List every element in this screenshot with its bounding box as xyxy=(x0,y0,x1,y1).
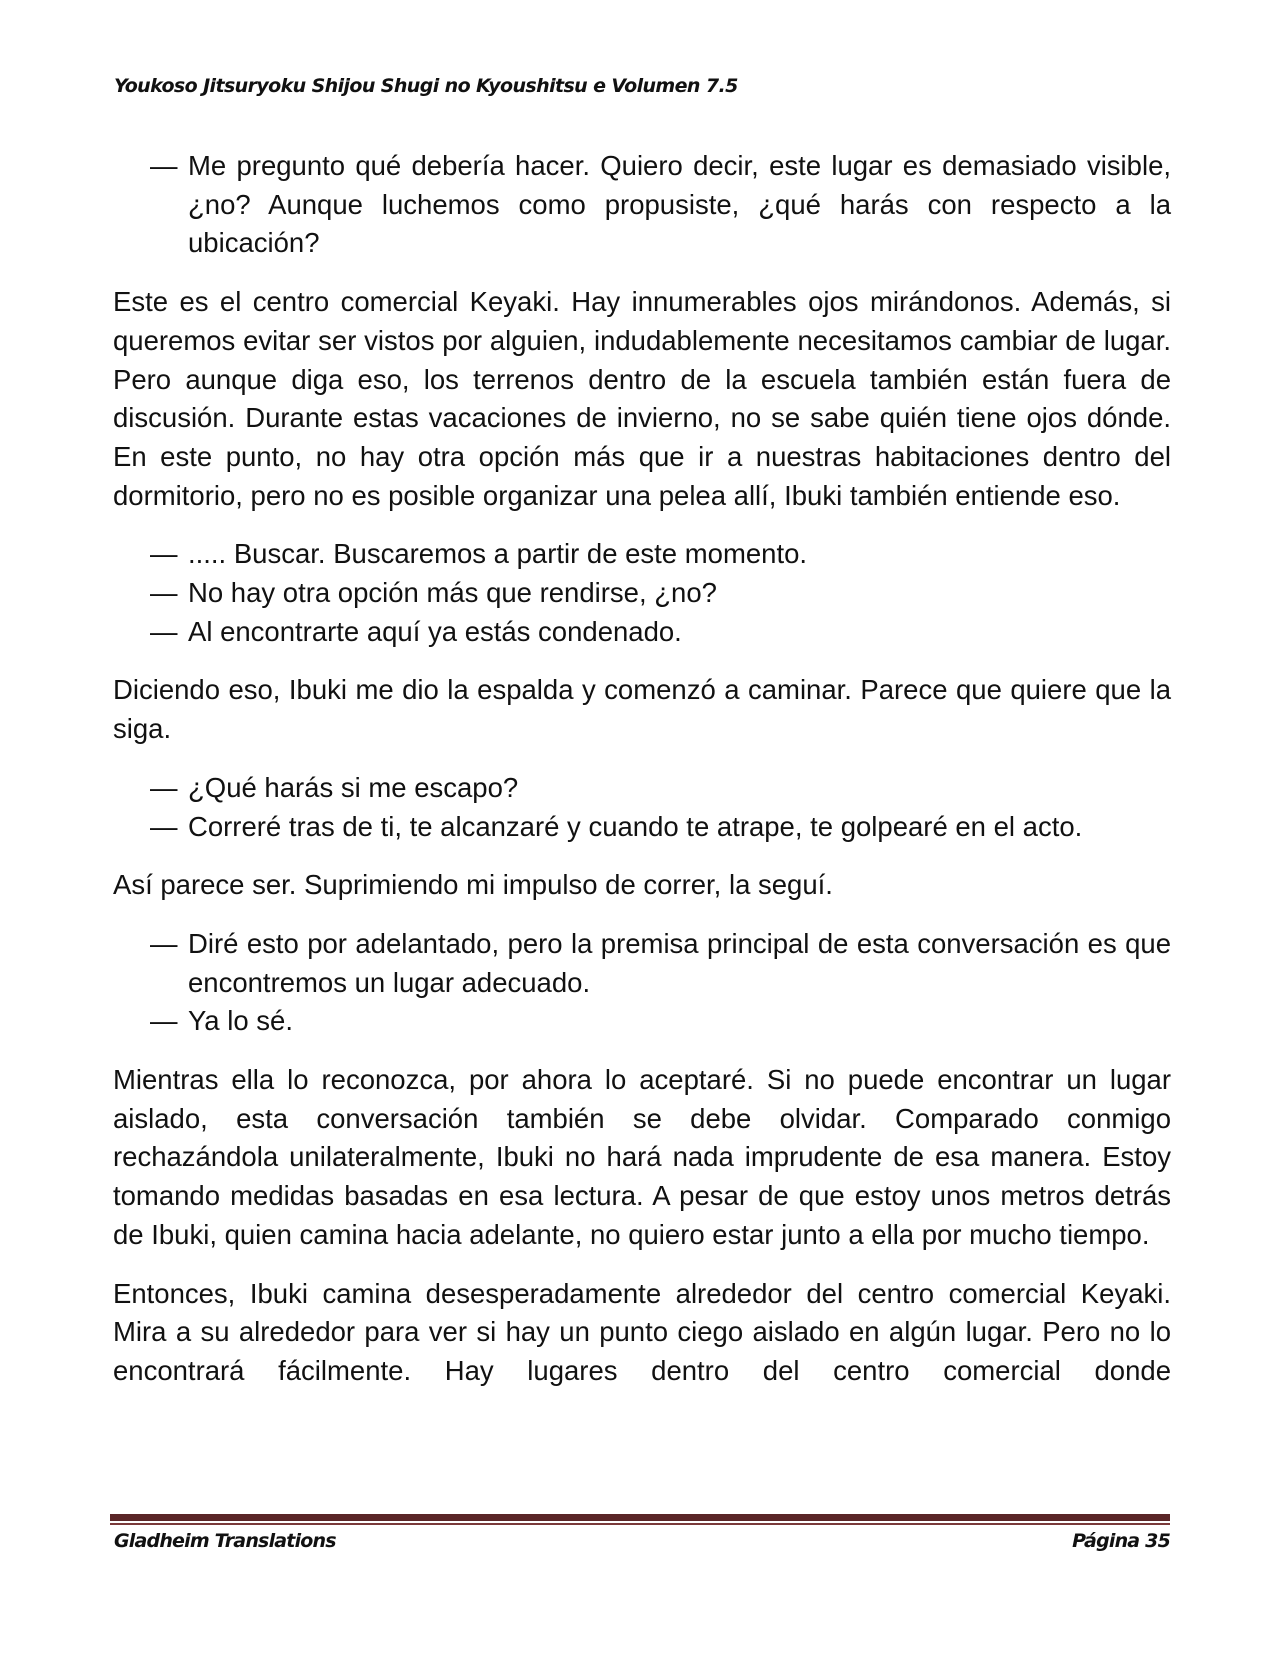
paragraph-2: Diciendo eso, Ibuki me dio la espalda y comenzó a caminar. Parece que quiere que la siga. xyxy=(113,674,1171,745)
paragraph-4: Mientras ella lo reconozca, por ahora lo aceptaré. Si no puede encontrar un lugar aislado, esta conversación también se debe olvidar. Comparado conmigo rechazándola unilateralmente, Ibuki no hará nada imprudente de esa manera. Estoy tomando medidas basadas en esa lectura. A pesar de que estoy unos metros detrás de Ibuki, quien camina hacia adelante, no quiero estar junto a ella por mucho tiempo. xyxy=(113,1064,1171,1250)
paragraph-3: Así parece ser. Suprimiendo mi impulso de correr, la seguí. xyxy=(113,869,833,901)
footer-rule xyxy=(110,1514,1170,1525)
dialogue-block-3 xyxy=(113,769,1171,846)
footer-rule-thin xyxy=(110,1523,1170,1525)
dialogue-line xyxy=(113,808,1171,847)
dialogue-line xyxy=(113,147,1171,263)
dialogue-dash: — xyxy=(150,538,178,570)
dialogue-dash: — xyxy=(150,615,178,647)
footer-credit: Gladheim Translations xyxy=(114,1530,336,1552)
dialogue-text: Al encontrarte aquí ya estás condenado. xyxy=(188,615,682,647)
dialogue-dash: — xyxy=(150,771,178,803)
dialogue-dash: — xyxy=(150,810,178,842)
dialogue-dash: — xyxy=(150,1005,178,1037)
dialogue-text: Diré esto por adelantado, pero la premisa principal de esta conversación es que encontremos un lugar adecuado. xyxy=(188,927,1171,998)
running-header: Youkoso Jitsuryoku Shijou Shugi no Kyoushitsu e Volumen 7.5 xyxy=(114,75,738,97)
dialogue-text: No hay otra opción más que rendirse, ¿no? xyxy=(188,577,717,609)
dialogue-dash: — xyxy=(150,150,178,181)
body-text xyxy=(113,147,1171,1411)
dialogue-text: Me pregunto qué debería hacer. Quiero decir, este lugar es demasiado visible, ¿no? Aunque luchemos como propusiste, ¿qué harás con respecto a la ubicación? xyxy=(188,150,1171,259)
dialogue-text: ¿Qué harás si me escapo? xyxy=(188,771,519,803)
paragraph-1: Este es el centro comercial Keyaki. Hay innumerables ojos mirándonos. Además, si queremos evitar ser vistos por alguien, indudablemente necesitamos cambiar de lugar. Pero aunque diga eso, los terrenos dentro de la escuela también están fuera de discusión. Durante estas vacaciones de invierno, no se sabe quién tiene ojos dónde. En este punto, no hay otra opción más que ir a nuestras habitaciones dentro del dormitorio, pero no es posible organizar una pelea allí, Ibuki también entiende eso. xyxy=(113,286,1171,511)
dialogue-line xyxy=(113,925,1171,1002)
page-number: Página 35 xyxy=(1072,1530,1170,1552)
paragraph-5: Entonces, Ibuki camina desesperadamente alrededor del centro comercial Keyaki. Mira a su alrededor para ver si hay un punto ciego aislado en algún lugar. Pero no lo encontrará fácilmente. Hay lugares dentro del centro comercial donde xyxy=(113,1277,1171,1386)
dialogue-text: Ya lo sé. xyxy=(188,1005,293,1037)
dialogue-block-1 xyxy=(113,147,1171,263)
dialogue-line xyxy=(113,613,1171,652)
dialogue-line xyxy=(113,535,1171,574)
dialogue-dash: — xyxy=(150,577,178,609)
dialogue-text: Correré tras de ti, te alcanzaré y cuando te atrape, te golpearé en el acto. xyxy=(188,810,1083,842)
dialogue-block-4 xyxy=(113,925,1171,1041)
dialogue-line xyxy=(113,769,1171,808)
dialogue-text: ..... Buscar. Buscaremos a partir de este momento. xyxy=(188,538,808,570)
dialogue-block-2 xyxy=(113,535,1171,651)
dialogue-line xyxy=(113,1002,1171,1041)
dialogue-line xyxy=(113,574,1171,613)
footer-rule-thick xyxy=(110,1514,1170,1521)
dialogue-dash: — xyxy=(150,927,178,959)
